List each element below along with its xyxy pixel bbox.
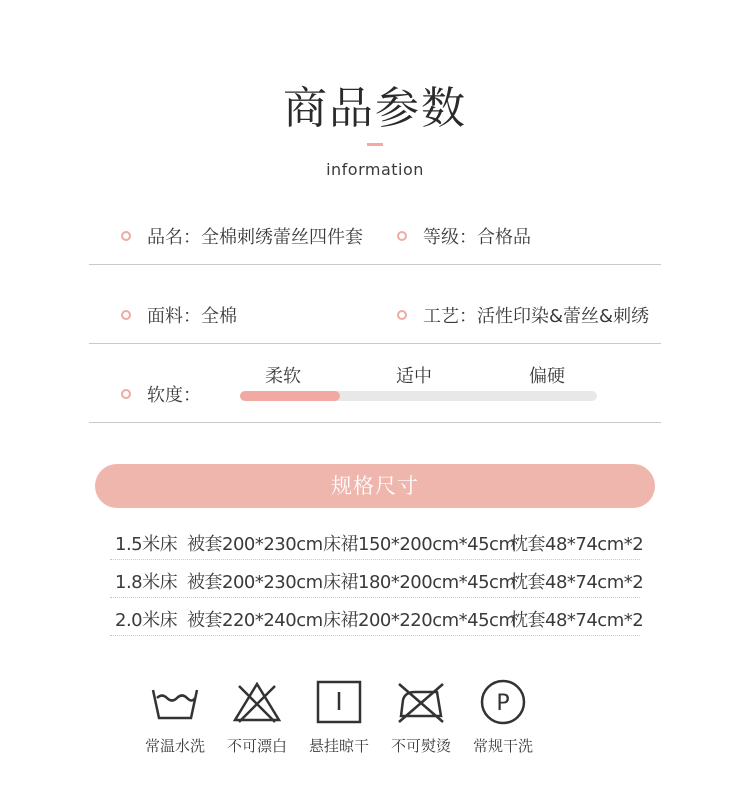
param-product-name: 品名：全棉刺绣蕾丝四件套	[121, 223, 363, 249]
spec-cell: 床裙150*200cm*45cm	[323, 534, 516, 555]
care-label: 不可熨烫	[390, 737, 451, 755]
care-label: 常温水洗	[144, 737, 205, 755]
param-row-softness	[89, 350, 661, 423]
care-item	[299, 678, 379, 755]
care-label: 悬挂晾干	[308, 737, 369, 755]
softness-level-hard: 偏硬	[529, 366, 565, 387]
care-item	[381, 678, 461, 755]
spec-heading: 规格尺寸	[95, 464, 655, 508]
spec-row	[110, 560, 644, 598]
spec-row	[110, 522, 644, 560]
spec-row	[110, 598, 644, 636]
softness-levels	[89, 362, 661, 386]
hang-dry-icon	[299, 678, 379, 726]
param-grade: 等级：合格品	[397, 223, 531, 249]
spec-cell: 枕套48*74cm*2	[510, 572, 644, 593]
care-instructions	[144, 678, 570, 768]
spec-cell: 枕套48*74cm*2	[510, 610, 644, 631]
spec-cell: 床裙200*220cm*45cm	[323, 610, 516, 631]
title-accent-bar	[367, 143, 383, 146]
bullet-icon	[397, 310, 407, 320]
svg-text:P: P	[496, 691, 510, 716]
dry-clean-p-icon	[463, 678, 543, 726]
spec-cell: 被套200*230cm	[187, 534, 323, 555]
bullet-icon	[121, 231, 131, 241]
softness-fill	[240, 391, 340, 401]
bullet-icon	[397, 231, 407, 241]
spec-table	[110, 522, 644, 636]
param-row-1	[89, 205, 661, 265]
page-title: 商品参数	[283, 83, 467, 134]
spec-cell: 床裙180*200cm*45cm	[323, 572, 516, 593]
care-label: 常规干洗	[472, 737, 533, 755]
param-craft: 工艺：活性印染&蕾丝&刺绣	[397, 302, 649, 328]
param-fabric: 面料：全棉	[121, 302, 237, 328]
care-item	[135, 678, 215, 755]
care-label: 不可漂白	[226, 737, 287, 755]
spec-cell: 1.5米床	[115, 534, 178, 555]
softness-label: 软度：	[121, 381, 201, 407]
spec-cell: 枕套48*74cm*2	[510, 534, 644, 555]
no-bleach-icon	[217, 678, 297, 726]
care-item	[217, 678, 297, 755]
spec-cell: 2.0米床	[115, 610, 178, 631]
care-item	[463, 678, 543, 755]
wash-basin-icon	[135, 678, 215, 726]
softness-track	[240, 391, 597, 401]
softness-level-medium: 适中	[396, 366, 432, 387]
page-subtitle: information	[326, 160, 424, 179]
no-iron-icon	[381, 678, 461, 726]
param-row-2	[89, 284, 661, 344]
bullet-icon	[121, 310, 131, 320]
bullet-icon	[121, 389, 131, 399]
spec-cell: 被套200*230cm	[187, 572, 323, 593]
spec-cell: 被套220*240cm	[187, 610, 323, 631]
softness-level-soft: 柔软	[265, 366, 301, 387]
spec-cell: 1.8米床	[115, 572, 178, 593]
